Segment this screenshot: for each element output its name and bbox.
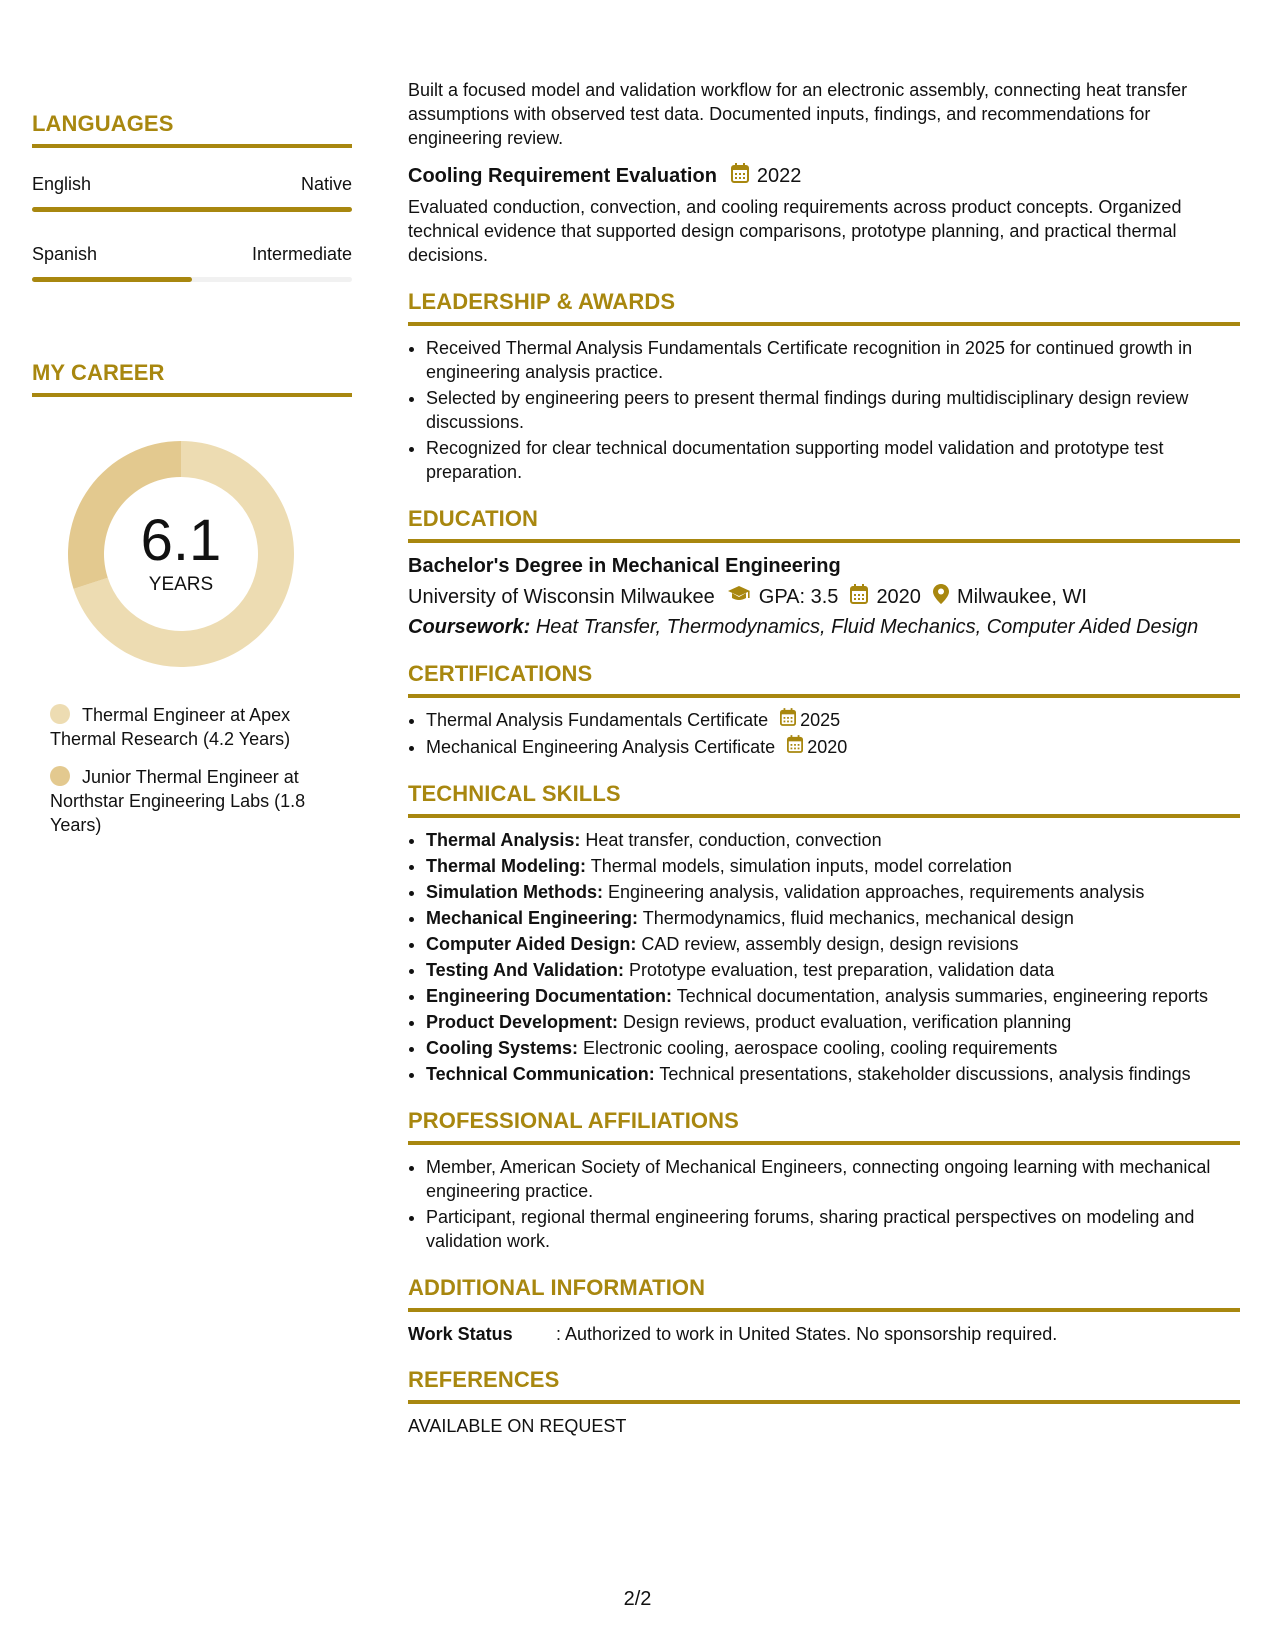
legend-dot	[50, 704, 70, 724]
language-name: English	[32, 174, 92, 194]
leadership-title: LEADERSHIP & AWARDS	[408, 289, 676, 314]
skills-rule	[408, 814, 1240, 818]
skill-name: Thermal Analysis:	[426, 830, 581, 850]
career-legend	[50, 703, 330, 837]
skill-detail: Prototype evaluation, test preparation, validation data	[629, 960, 1055, 980]
affiliations-title: PROFESSIONAL AFFILIATIONS	[408, 1108, 739, 1133]
project-title: Cooling Requirement Evaluation	[408, 164, 717, 187]
skill-name: Computer Aided Design:	[426, 934, 637, 954]
references-text: AVAILABLE ON REQUEST	[408, 1416, 627, 1436]
skill-detail: Technical documentation, analysis summaries, engineering reports	[676, 986, 1208, 1006]
skill-item	[426, 1010, 1240, 1034]
career-rule	[32, 393, 352, 397]
main-content	[408, 78, 1240, 1437]
list-item: • Recognized for clear technical documentation supporting model validation and prototype test preparation.	[426, 436, 1240, 484]
skill-item	[426, 906, 1240, 930]
skill-name: Simulation Methods:	[426, 882, 603, 902]
certifications-section	[408, 661, 1240, 759]
certification-year: 2025	[800, 710, 841, 730]
calendar-icon	[850, 584, 868, 610]
references-title: REFERENCES	[408, 1367, 560, 1392]
career-total-years: 6.1	[140, 508, 222, 573]
language-item	[32, 174, 352, 212]
career-years-unit: YEARS	[148, 574, 214, 595]
education-location: Milwaukee, WI	[956, 585, 1087, 608]
skill-detail: Heat transfer, conduction, convection	[585, 830, 882, 850]
skill-detail: CAD review, assembly design, design revisions	[641, 934, 1019, 954]
certifications-list	[408, 708, 1240, 759]
career-legend-item	[50, 765, 330, 837]
coursework-list: Heat Transfer, Thermodynamics, Fluid Mechanics, Computer Aided Design	[535, 616, 1199, 638]
languages-rule	[32, 144, 352, 148]
education-degree: Bachelor's Degree in Mechanical Engineering	[408, 555, 841, 577]
career-title: MY CAREER	[32, 360, 165, 385]
leadership-list	[408, 336, 1240, 484]
career-donut-chart	[68, 441, 294, 667]
career-legend-item	[50, 703, 330, 751]
map-pin-icon	[933, 584, 949, 610]
skill-detail: Design reviews, product evaluation, verification planning	[623, 1012, 1072, 1032]
skill-item	[426, 958, 1240, 982]
skill-item	[426, 854, 1240, 878]
project-intro: Built a focused model and validation workflow for an electronic assembly, connecting heat transfer assumptions with observed test data. Documented inputs, findings, and recommendations for engineering review.	[408, 80, 1188, 148]
references-rule	[408, 1400, 1240, 1404]
language-bar-fill	[32, 207, 352, 212]
list-item	[426, 708, 1240, 732]
education-year: 2020	[876, 585, 921, 608]
skills-list	[408, 828, 1240, 1086]
language-level: Intermediate	[251, 244, 352, 264]
skill-item	[426, 880, 1240, 904]
affiliations-section	[408, 1108, 1240, 1253]
references-section	[408, 1367, 1240, 1437]
skill-detail: Thermal models, simulation inputs, model correlation	[590, 856, 1012, 876]
work-status-label: Work Status	[408, 1324, 513, 1344]
skill-item	[426, 1036, 1240, 1060]
language-bar-fill	[32, 277, 192, 282]
list-item: • Received Thermal Analysis Fundamentals Certificate recognition in 2025 for continued growth in engineering analysis practice.	[426, 336, 1240, 384]
education-rule	[408, 539, 1240, 543]
additional-section	[408, 1275, 1240, 1345]
legend-dot	[50, 766, 70, 786]
skill-name: Technical Communication:	[426, 1064, 655, 1084]
additional-title: ADDITIONAL INFORMATION	[408, 1275, 706, 1300]
skill-item	[426, 1062, 1240, 1086]
skills-section	[408, 781, 1240, 1086]
skill-item	[426, 932, 1240, 956]
calendar-icon	[780, 708, 796, 732]
career-entry-label: Junior Thermal Engineer at Northstar Engineering Labs (1.8 Years)	[50, 767, 306, 835]
skill-item	[426, 984, 1240, 1008]
education-meta	[408, 584, 1240, 610]
career-entry-label: Thermal Engineer at Apex Thermal Research (4.2 Years)	[50, 705, 291, 749]
certification-name: • Thermal Analysis Fundamentals Certificate	[426, 710, 769, 730]
education-school: University of Wisconsin Milwaukee	[408, 585, 715, 608]
skill-name: Engineering Documentation:	[426, 986, 673, 1006]
sidebar	[32, 0, 352, 851]
list-item: • Participant, regional thermal engineering forums, sharing practical perspectives on modeling and validation work.	[426, 1205, 1240, 1253]
project-description: Evaluated conduction, convection, and cooling requirements across product concepts. Organized technical evidence that supported design comparisons, prototype planning, and practical thermal decisions.	[408, 197, 1182, 265]
page-number: 2/2	[623, 1588, 652, 1610]
skill-name: Testing And Validation:	[426, 960, 624, 980]
leadership-rule	[408, 322, 1240, 326]
skills-title: TECHNICAL SKILLS	[408, 781, 621, 806]
skill-detail: Engineering analysis, validation approaches, requirements analysis	[608, 882, 1145, 902]
certifications-rule	[408, 694, 1240, 698]
work-status-value: : Authorized to work in United States. No sponsorship required.	[556, 1324, 1058, 1344]
language-bar	[32, 207, 352, 212]
skill-detail: Thermodynamics, fluid mechanics, mechanical design	[642, 908, 1074, 928]
language-name: Spanish	[32, 244, 98, 264]
graduation-cap-icon	[727, 585, 751, 609]
leadership-section	[408, 289, 1240, 484]
skill-item	[426, 828, 1240, 852]
skill-detail: Electronic cooling, aerospace cooling, cooling requirements	[583, 1038, 1058, 1058]
skill-name: Mechanical Engineering:	[426, 908, 639, 928]
language-bar	[32, 277, 352, 282]
skill-name: Thermal Modeling:	[426, 856, 587, 876]
list-item: • Member, American Society of Mechanical Engineers, connecting ongoing learning with mechanical engineering practice.	[426, 1155, 1240, 1203]
additional-rule	[408, 1308, 1240, 1312]
project-heading	[408, 163, 1240, 189]
education-section	[408, 506, 1240, 639]
education-title: EDUCATION	[408, 506, 539, 531]
skill-detail: Technical presentations, stakeholder discussions, analysis findings	[659, 1064, 1191, 1084]
calendar-icon	[787, 735, 803, 759]
education-coursework	[408, 616, 1240, 639]
certification-year: 2020	[807, 737, 848, 757]
certification-name: • Mechanical Engineering Analysis Certificate	[426, 737, 776, 757]
coursework-label: Coursework:	[408, 616, 531, 638]
list-item	[426, 735, 1240, 759]
languages-title: LANGUAGES	[32, 111, 174, 136]
language-level: Native	[300, 174, 352, 194]
certifications-title: CERTIFICATIONS	[408, 661, 593, 686]
education-gpa: GPA: 3.5	[758, 585, 839, 608]
affiliations-rule	[408, 1141, 1240, 1145]
donut-center	[68, 441, 294, 667]
language-item	[32, 244, 352, 282]
list-item: • Selected by engineering peers to present thermal findings during multidisciplinary design review discussions.	[426, 386, 1240, 434]
calendar-icon	[731, 163, 749, 189]
project-year: 2022	[756, 164, 802, 187]
skill-name: Product Development:	[426, 1012, 619, 1032]
affiliations-list	[408, 1155, 1240, 1253]
work-status-row	[408, 1324, 1240, 1345]
skill-name: Cooling Systems:	[426, 1038, 579, 1058]
